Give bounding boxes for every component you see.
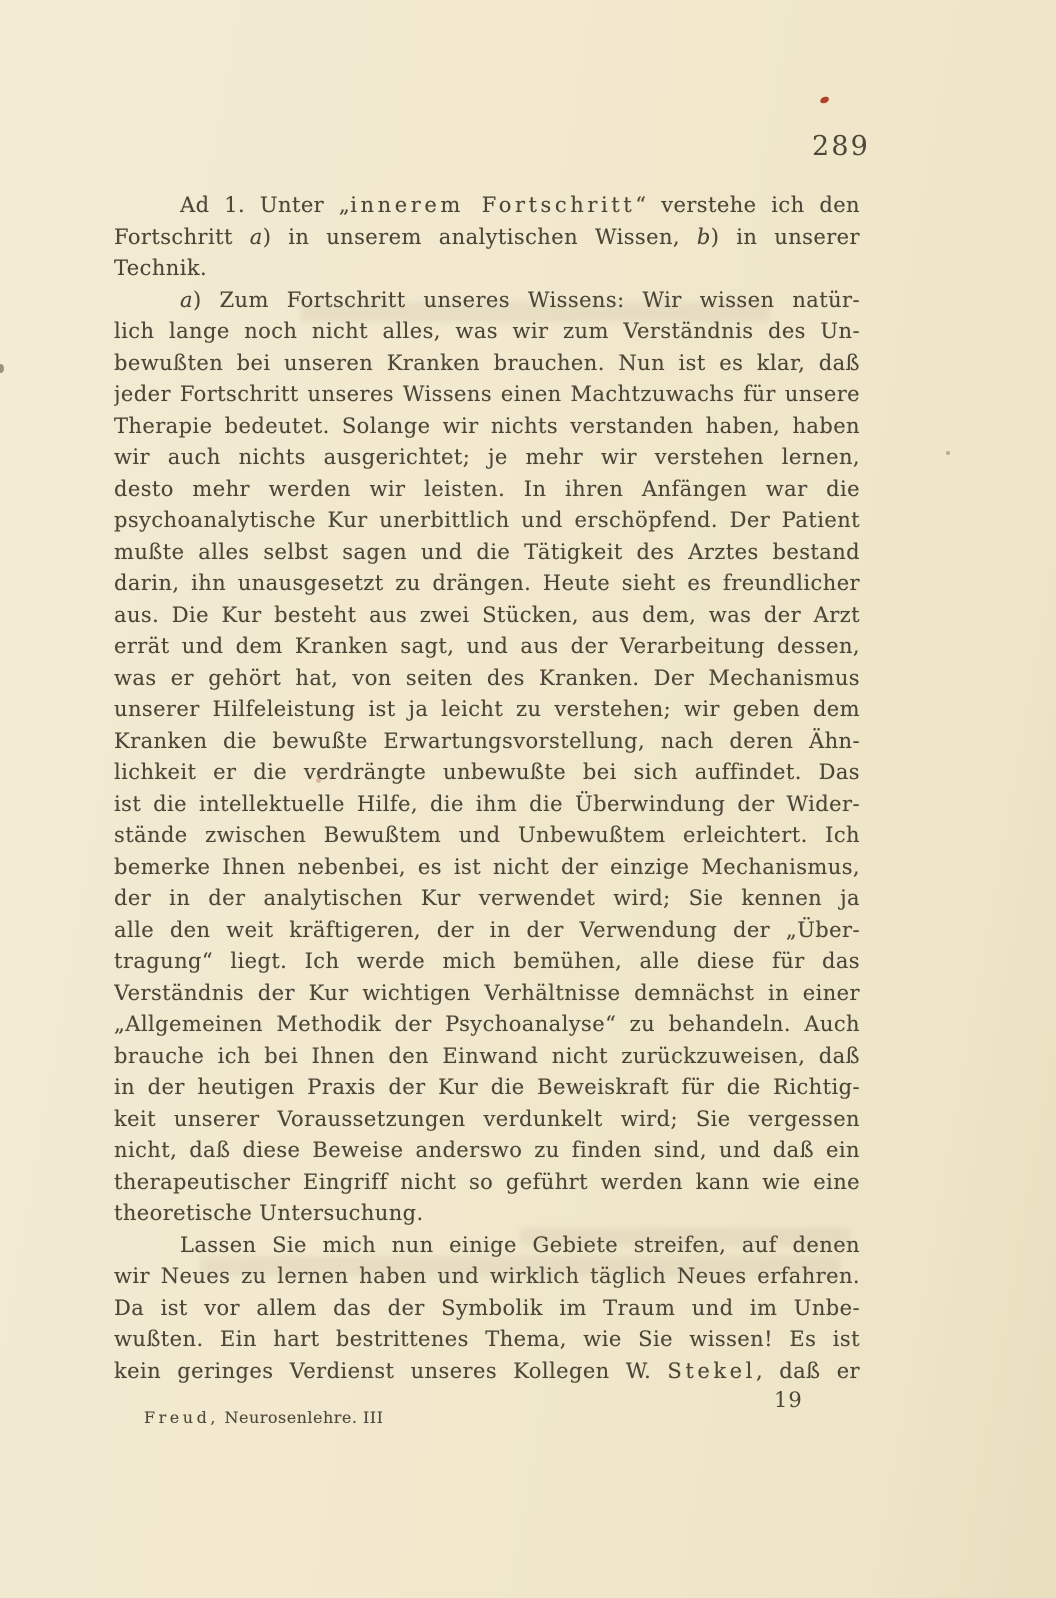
body-text: unserer Hilfeleistung ist ja leicht zu verstehen; wir geben dem [114,697,860,721]
text-line [114,852,860,884]
body-text: nicht, daß diese Beweise anderswo zu finden sind, und daß ein [114,1138,860,1162]
body-text: Fortschritt [114,224,250,249]
text-line [114,663,860,695]
printers-signature-number: 19 [774,1388,803,1412]
text-line [114,1135,860,1167]
text-line [114,316,860,348]
text-line [114,411,860,443]
text-line [114,694,860,726]
text-line [114,190,860,222]
text-line [114,726,860,758]
text-block [114,190,860,1387]
text-line [114,1261,860,1293]
body-text: Verständnis der Kur wichtigen Verhältnisse demnächst in einer [114,980,860,1005]
text-line [114,379,860,411]
body-text: stände zwischen Bewußtem und Unbewußtem erleichtert. Ich [114,823,860,847]
text-line [114,1072,860,1104]
body-text: ) in unserer [710,224,860,249]
body-text: brauche ich bei Ihnen den Einwand nicht zurückzuweisen, daß [114,1043,860,1068]
text-line [114,631,860,663]
body-text: tragung“ liegt. Ich werde mich bemühen, alle diese für das [114,949,860,973]
body-text: in der heutigen Praxis der Kur die Beweiskraft für die Richtig- [114,1075,860,1099]
body-text: ) Zum Fortschritt unseres Wissens: Wir wissen natür- [192,287,860,312]
text-line [114,1104,860,1136]
body-text: Ad 1. Unter „ [180,193,351,217]
body-text: wir Neues zu lernen haben und wirklich täglich Neues erfahren. [114,1264,860,1288]
text-line [114,1293,860,1325]
footer-author: Freud, [144,1408,219,1427]
body-text: wir auch nichts ausgerichtet; je mehr wir verstehen lernen, [114,445,860,469]
footer-title: Neurosenlehre. III [218,1408,384,1427]
body-text: Therapie bedeutet. Solange wir nichts verstanden haben, haben [114,413,860,438]
text-line [114,537,860,569]
body-text: Kranken die bewußte Erwartungsvorstellung, nach deren Ähn- [114,728,860,753]
text-line [114,883,860,915]
body-text: jeder Fortschritt unseres Wissens einen Machtzuwachs für unsere [114,382,860,406]
italic-text: a [249,224,263,249]
red-ink-mark [819,96,829,104]
body-text: wußten. Ein hart bestrittenes Thema, wie Sie wissen! Es ist [114,1327,860,1351]
body-text: Lassen Sie mich nun einige Gebiete streifen, auf denen [180,1232,860,1257]
text-line [114,789,860,821]
body-text: mußte alles selbst sagen und die Tätigkeit des Arztes bestand [114,539,860,564]
text-line [114,946,860,978]
paper-speck [946,451,950,455]
body-text: lich lange noch nicht alles, was wir zum Verständnis des Un- [114,319,860,343]
paper-speck [0,364,4,373]
text-line [114,1324,860,1356]
text-line [114,1198,860,1230]
text-line [114,978,860,1010]
text-line [114,474,860,506]
paragraph [114,190,860,285]
body-text: theoretische Untersuchung. [114,1201,424,1225]
body-text: Da ist vor allem das der Symbolik im Traum und im Unbe- [114,1295,860,1320]
text-line [114,568,860,600]
letterspaced-text: Stekel [667,1358,756,1383]
text-line [114,1230,860,1262]
body-text: , daß er [755,1358,860,1383]
text-line [114,1009,860,1041]
body-text: Technik. [114,256,208,280]
letterspaced-text: innerem Fortschritt [350,193,636,217]
italic-text: b [696,224,711,249]
italic-text: a [180,287,193,312]
body-text: kein geringes Verdienst unseres Kollegen W. [114,1358,668,1383]
text-line [114,253,860,285]
text-line [114,757,860,789]
body-text: desto mehr werden wir leisten. In ihren Anfängen war die [114,476,860,501]
text-line [114,348,860,380]
text-line [114,1041,860,1073]
body-text: darin, ihn unausgesetzt zu drängen. Heute sieht es freundlicher [114,571,860,595]
page-number: 289 [811,131,870,162]
text-line [114,1167,860,1199]
body-text: aus. Die Kur besteht aus zwei Stücken, aus dem, was der Arzt [114,602,860,627]
body-text: ist die intellektuelle Hilfe, die ihm die Überwindung der Wider- [114,791,860,816]
body-text: „Allgemeinen Methodik der Psychoanalyse“ zu behandeln. Auch [114,1012,860,1036]
body-text: keit unserer Voraussetzungen verdunkelt wird; Sie vergessen [114,1106,860,1131]
body-text: was er gehört hat, von seiten des Kranken. Der Mechanismus [114,665,860,690]
body-text: errät und dem Kranken sagt, und aus der Verarbeitung dessen, [114,634,860,658]
text-line [114,222,860,254]
text-line [114,442,860,474]
body-text: “ verstehe ich den [635,193,860,217]
text-line [114,285,860,317]
body-text: bemerke Ihnen nebenbei, es ist nicht der einzige Mechanismus, [114,854,860,879]
running-footer [144,1408,383,1427]
paragraph [114,285,860,1230]
text-line [114,820,860,852]
text-line [114,505,860,537]
body-text: alle den weit kräftigeren, der in der Verwendung der „Über- [114,917,860,942]
text-line [114,1356,860,1388]
body-text: lichkeit er die verdrängte unbewußte bei sich auffindet. Das [114,760,860,784]
body-text: psychoanalytische Kur unerbittlich und erschöpfend. Der Patient [114,508,860,532]
body-text: ) in unserem analytischen Wissen, [262,224,697,249]
text-line [114,600,860,632]
body-text: der in der analytischen Kur verwendet wird; Sie kennen ja [114,886,860,910]
text-line [114,915,860,947]
body-text: therapeutischer Eingriff nicht so geführt werden kann wie eine [114,1169,860,1194]
body-text: bewußten bei unseren Kranken brauchen. Nun ist es klar, daß [114,350,860,375]
paragraph [114,1230,860,1388]
